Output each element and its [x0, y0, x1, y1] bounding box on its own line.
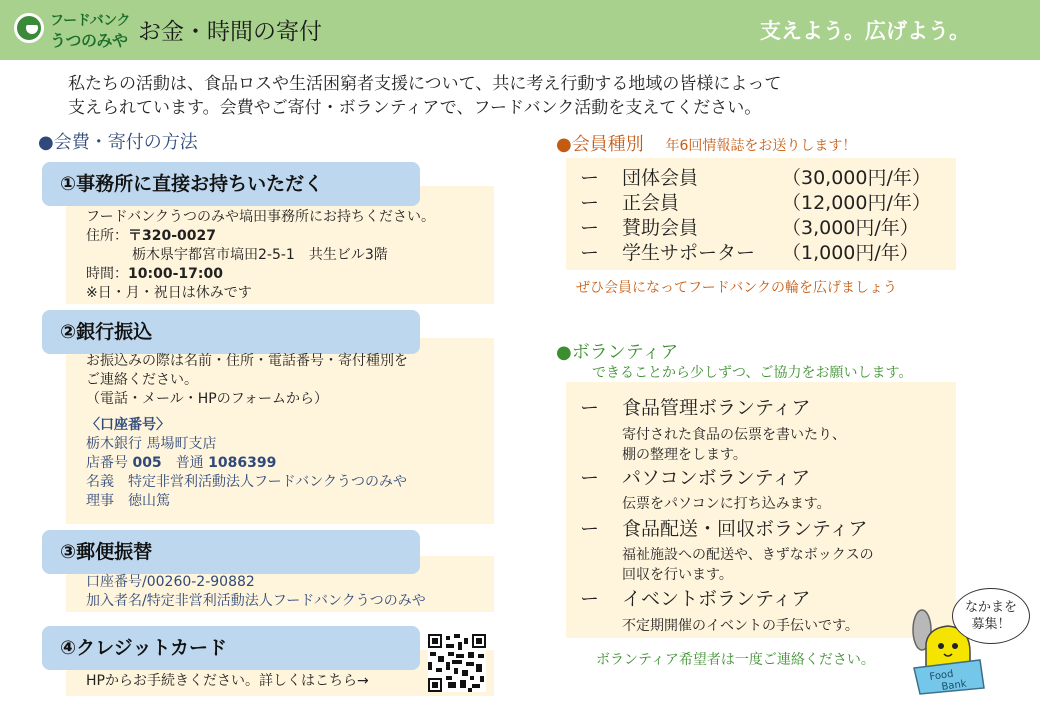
office-address: 栃木県宇都宮市塙田2-5-1 共生ビル3階: [132, 247, 388, 263]
account-holder: 名義 特定非営利活動法人フードバンクうつのみや: [86, 474, 408, 490]
logo-text-bottom: うつのみや: [50, 31, 128, 50]
volunteer-subtitle: できることから少しずつ、ご協力をお願いします。: [592, 365, 913, 381]
mascot-box-text-1: Food: [928, 668, 955, 683]
bullet-dot-icon: ●: [38, 132, 54, 153]
volunteer-item-desc: 福祉施設への配送や、きずなボックスの 回収を行います。: [622, 547, 874, 583]
bank-line-3: （電話・メール・HPのフォームから）: [86, 391, 328, 407]
slogan: 支えよう。広げよう。: [760, 19, 970, 43]
office-address-zip: 住所：〒320-0027: [86, 228, 216, 244]
donation-heading: ●会費・寄付の方法: [38, 132, 198, 153]
logo-text-top: フードバンク: [50, 13, 131, 29]
office-closed-days: ※日・月・祝日は休みです: [86, 285, 252, 301]
office-hours: 時間：10:00-17:00: [86, 266, 223, 282]
postal-holder: 加入者名/特定非営利活動法人フードバンクうつのみや: [86, 593, 426, 609]
membership-footer: ぜひ会員になってフードバンクの輪を広げましょう: [576, 280, 898, 296]
postal-method-title: ③郵便振替: [42, 530, 420, 574]
bullet-dot-icon: ●: [556, 134, 572, 155]
speech-bubble: [952, 588, 1030, 644]
office-line-1: フードバンクうつのみや塙田事務所にお持ちください。: [86, 209, 436, 225]
postal-account: 口座番号/00260-2-90882: [86, 574, 255, 590]
credit-info[interactable]: HPからお手続きください。詳しくはこちら→: [86, 673, 369, 689]
bubble-line-2: 募集！: [971, 617, 1011, 632]
office-info: [86, 208, 435, 303]
intro-line-2: 支えられています。会費やご寄付・ボランティアで、フードバンク活動を支えてください。: [68, 98, 762, 118]
postal-info: [86, 573, 426, 611]
account-heading: 〈口座番号〉: [86, 417, 170, 433]
volunteer-item-desc: 伝票をパソコンに打ち込みます。: [622, 496, 831, 512]
header-bar: [0, 0, 1040, 60]
volunteer-item-desc: 寄付された食品の伝票を書いたり、 棚の整理をします。: [622, 427, 846, 463]
bank-method-title: ②銀行振込: [42, 310, 420, 354]
mascot-box-text-2: Bank: [940, 678, 968, 693]
office-method-title: ①事務所に直接お持ちいただく: [42, 162, 420, 206]
membership-heading: ●会員種別 年6回情報誌をお送りします！: [556, 134, 857, 155]
logo-bowl-icon: [14, 13, 44, 43]
bank-name: 栃木銀行 馬場町支店: [86, 436, 217, 452]
qr-code-icon[interactable]: [428, 634, 486, 692]
bank-account-number: 店番号 005 普通 1086399: [86, 455, 277, 471]
volunteer-heading: ●ボランティア: [556, 342, 679, 363]
credit-method-title: ④クレジットカード: [42, 626, 420, 670]
volunteer-item-desc: 不定期開催のイベントの手伝いです。: [622, 618, 859, 634]
bullet-dot-icon: ●: [556, 342, 572, 363]
bubble-line-1: なかまを: [964, 600, 1017, 615]
volunteer-footer: ボランティア希望者は一度ご連絡ください。: [596, 652, 875, 668]
bank-line-2: ご連絡ください。: [86, 372, 198, 388]
bank-line-1: お振込みの際は名前・住所・電話番号・寄付種別を: [86, 353, 408, 369]
membership-note: 年6回情報誌をお送りします！: [665, 138, 857, 154]
bank-info: [86, 352, 408, 511]
account-director: 理事 徳山篤: [86, 493, 170, 509]
intro-text: [68, 72, 781, 120]
food-bank-logo[interactable]: [10, 6, 130, 52]
page-title: お金・時間の寄付: [138, 19, 322, 45]
intro-line-1: 私たちの活動は、食品ロスや生活困窮者支援について、共に考え行動する地域の皆様によって: [68, 74, 782, 94]
